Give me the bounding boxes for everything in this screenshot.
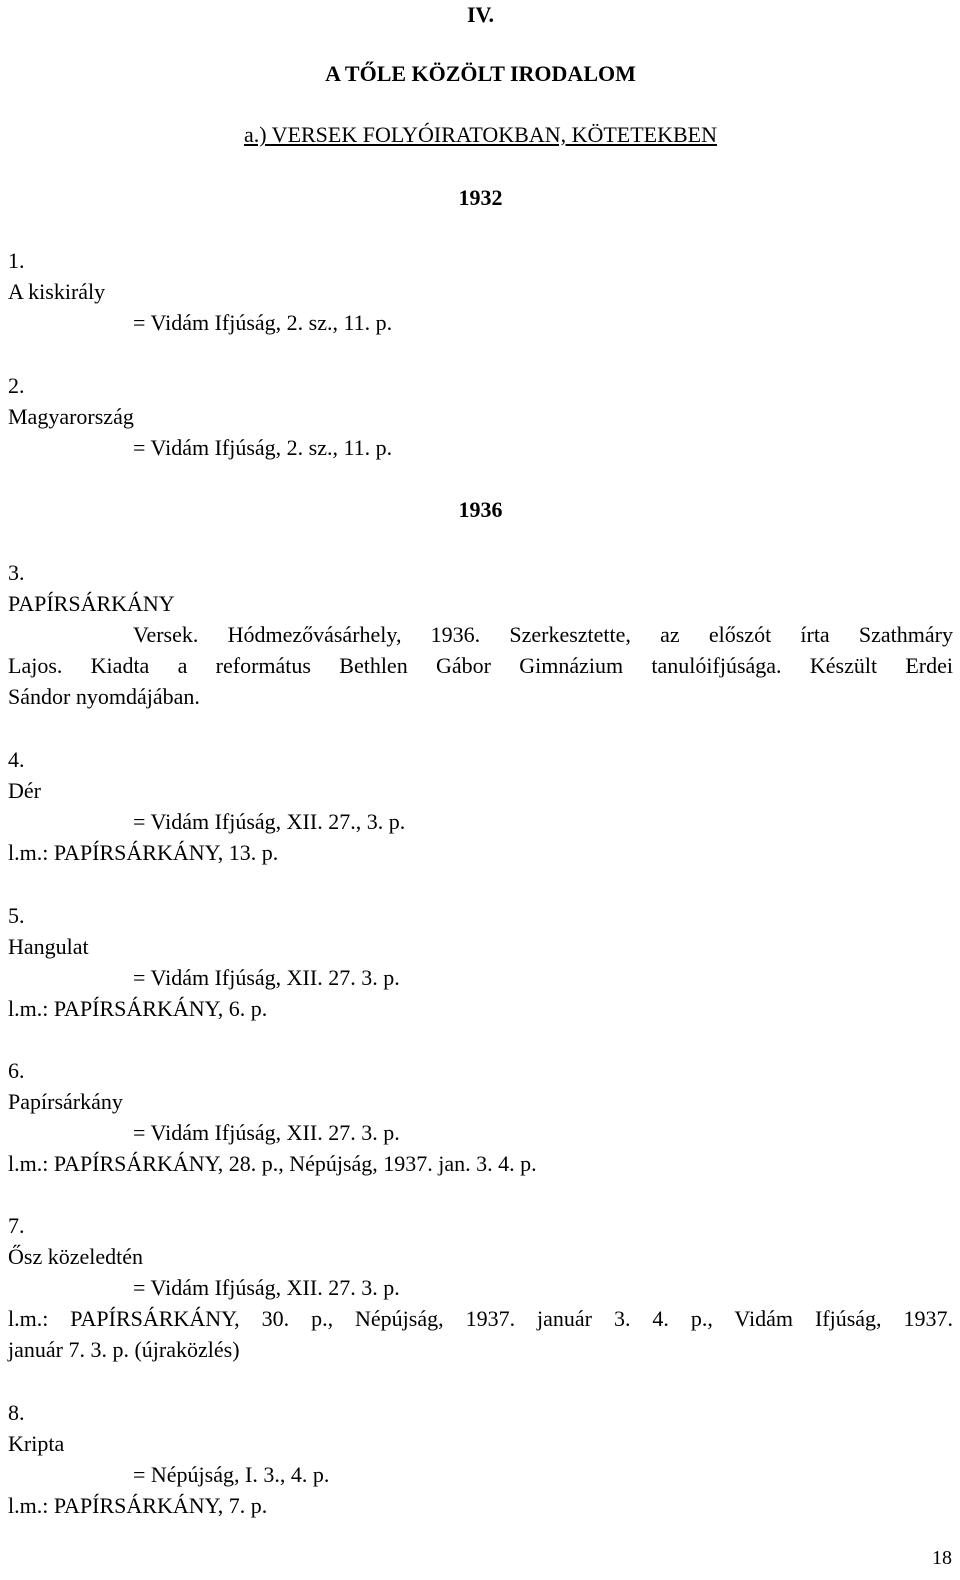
section-heading: a.) VERSEK FOLYÓIRATOKBAN, KÖTETEKBEN — [243, 122, 718, 147]
entry-reprint: l.m.: PAPÍRSÁRKÁNY, 6. p. — [8, 996, 268, 1021]
entry-number: 1. — [8, 248, 25, 273]
entry-number: 7. — [8, 1213, 25, 1238]
entry-reprint: l.m.: PAPÍRSÁRKÁNY, 7. p. — [8, 1493, 268, 1518]
entry-title: A kiskirály — [8, 279, 106, 304]
entry-reprint-continued: január 7. 3. p. (újraközlés) — [8, 1337, 240, 1362]
entry-description-line: Lajos. Kiadta a református Bethlen Gábor Gimnázium tanulóifjúsága. Készült Erdei — [8, 653, 953, 678]
entry-title: Magyarország — [8, 404, 134, 429]
entry-number: 8. — [8, 1400, 25, 1425]
entry-title: PAPÍRSÁRKÁNY — [8, 591, 175, 616]
entry-reprint: l.m.: PAPÍRSÁRKÁNY, 30. p., Népújság, 1937. január 3. 4. p., Vidám Ifjúság, 1937. — [8, 1306, 953, 1331]
year-heading-1936: 1936 — [458, 497, 503, 522]
page-number: 18 — [932, 1547, 952, 1569]
entry-number: 6. — [8, 1058, 25, 1083]
entry-source: = Vidám Ifjúság, XII. 27. 3. p. — [133, 1275, 400, 1300]
entry-title: Kripta — [8, 1431, 65, 1456]
entry-source: = Vidám Ifjúság, 2. sz., 11. p. — [133, 310, 393, 335]
year-heading-1932: 1932 — [458, 185, 503, 210]
entry-number: 2. — [8, 373, 25, 398]
entry-description-line: Sándor nyomdájában. — [8, 684, 200, 709]
entry-source: = Vidám Ifjúság, XII. 27. 3. p. — [133, 965, 400, 990]
entry-source: = Népújság, I. 3., 4. p. — [133, 1462, 330, 1487]
entry-reprint: l.m.: PAPÍRSÁRKÁNY, 13. p. — [8, 840, 279, 865]
entry-source: = Vidám Ifjúság, XII. 27., 3. p. — [133, 809, 406, 834]
chapter-title: A TŐLE KÖZÖLT IRODALOM — [325, 61, 636, 86]
entry-title: Hangulat — [8, 934, 89, 959]
entry-source: = Vidám Ifjúság, XII. 27. 3. p. — [133, 1120, 400, 1145]
entry-number: 4. — [8, 747, 25, 772]
chapter-number: IV. — [466, 2, 495, 27]
entry-reprint: l.m.: PAPÍRSÁRKÁNY, 28. p., Népújság, 1937. jan. 3. 4. p. — [8, 1151, 537, 1176]
entry-title: Papírsárkány — [8, 1089, 123, 1114]
entry-title: Dér — [8, 778, 41, 803]
entry-number: 5. — [8, 903, 25, 928]
entry-description-line: Versek. Hódmezővásárhely, 1936. Szerkesztette, az előszót írta Szathmáry — [133, 622, 953, 647]
entry-title: Ősz közeledtén — [8, 1244, 143, 1269]
entry-source: = Vidám Ifjúság, 2. sz., 11. p. — [133, 435, 393, 460]
entry-number: 3. — [8, 560, 25, 585]
